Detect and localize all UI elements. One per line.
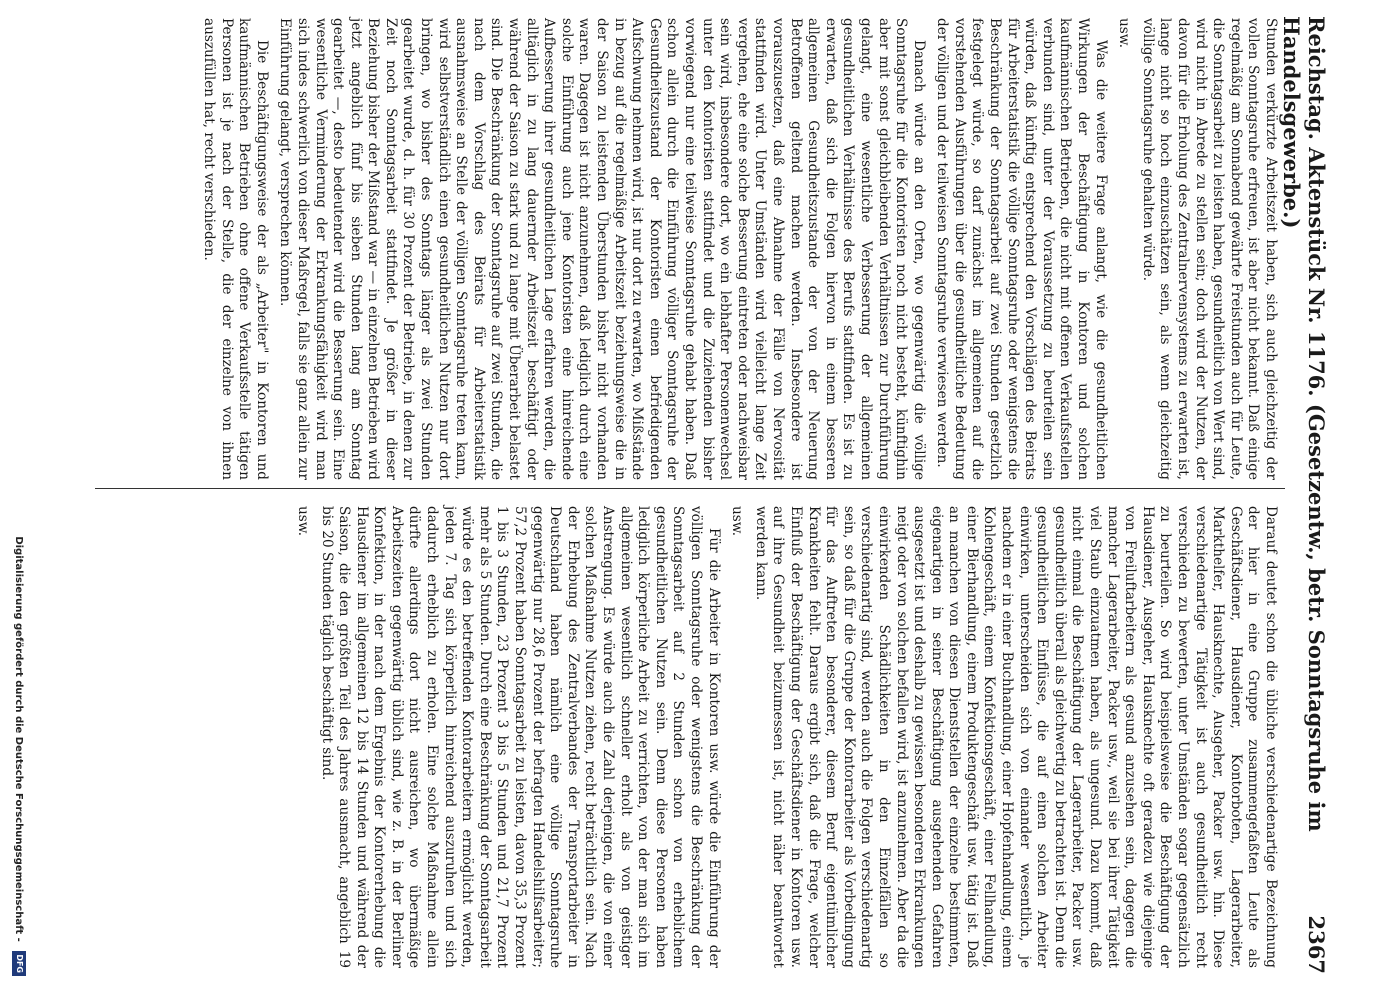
paragraph: Was die weitere Frage anlangt, wie die gesundheitlichen Wirkungen der Beschäftigung in Kontoren und solchen kaufmännischen Betrieben, die nicht mit offenen Verkaufsstellen verbunden sind, unter der Voraussetzung zu beurteilen sein würden, daß künftig entsprechend den Vorschlägen des Beirats für Arbeiterstatistik die völlige Sonntagsruhe oder wenigstens die Beschränkung der Sonntagsarbeit auf zwei Stunden gesetzlich festgelegt würde, so darf zunächst im allgemeinen auf die vorstehenden Ausführungen über die gesundheitliche Bedeutung der völligen und der teilweisen Sonntagsruhe verwiesen werden. <box>934 18 1109 480</box>
running-title: Reichstag. Aktenstück Nr. 1176. (Gesetzentw., betr. Sonntagsruhe im Handelsgewerbe.) <box>1279 16 1329 832</box>
left-column <box>193 18 1279 480</box>
paragraph: Danach würde an den Orten, wo gegenwärtig die völlige Sonntagsruhe für die Kontoristen noch nicht besteht, künftighin aber mit sonst gleichbleibenden Verhältnissen zur Durchführung gelangt, eine wesentliche Verbesserung der allgemeinen gesundheitlichen Verhältnisse des Berufs stattfinden. Es ist zu erwarten, daß sich die Folgen hiervon in einem besseren allgemeinen Gesundheitszustande der von der Neuerung Betroffenen geltend machen werden. Insbesondere ist vorauszusetzen, daß eine Abnahme der Fälle von Nervosität stattfinden wird. Unter Umständen wird vielleicht lange Zeit vergehen, ehe eine solche Besserung eintreten oder nachweisbar sein wird, insbesondere dort, wo ein lebhafter Personenwechsel unter den Kontoristen stattfindet und die Zuziehenden bisher vorwiegend nur eine teilweise Sonntagsruhe gehabt haben. Daß schon allein durch die Einführung völliger Sonntagsruhe der Gesundheitszustand der Kontoristen einen befriedigenden Aufschwung nehmen wird, ist nur dort zu erwarten, wo Mißstände in bezug auf die regelmäßige Arbeitszeit beziehungsweise die in der Saison zu leistenden Überstunden bisher nicht vorhanden waren. Dagegen ist nicht anzunehmen, daß lediglich durch eine solche Einführung auch jene Kontoristen eine hinreichende Aufbesserung ihrer gesundheitlichen Lage erfahren werden, die alltäglich in zu lang dauernder Arbeitszeit beschäftigt oder während der Saison zu stark und zu lange mit Überarbeit belastet sind. Die Beschränkung der Sonntagsruhe auf zwei Stunden, die nach dem Vorschlag des Beirats für Arbeiterstatistik ausnahmsweise an Stelle der völligen Sonntagsruhe treten kann, wird selbstverständlich einen gesundheitlichen Nutzen nur dort bringen, wo bisher des Sonntags länger als zwei Stunden gearbeitet wurde, d. h. für 30 Prozent der Betriebe, in denen zur Zeit noch Sonntagsarbeit stattfindet. Je größer in dieser Beziehung bisher der Mißstand war — in einzelnen Betrieben wird jetzt angeblich fünf bis sieben Stunden lang am Sonntag gearbeitet —, desto bedeutender wird die Besserung sein. Eine wesentliche Verminderung der Erkrankungsfähigkeit wird man sich indes schwerlich von dieser Maßregel, falls sie ganz allein zur Einführung gelangt, versprechen können. <box>277 18 927 480</box>
paragraph: usw. <box>294 506 311 537</box>
paragraph: Stunden verkürzte Arbeitszeit haben, sich auch gleichzeitig der vollen Sonntagsruhe erfreuen, ist aber nicht bekannt. Daß einige regelmäßig am Sonnabend gewährte Freistunden auch für Leute, die Sonntagsarbeit zu leisten haben, gesundheitlich von Wert sind, wird nicht in Abrede zu stellen sein; doch wird der Nutzen, der davon für die Erholung des Zentralnervensystems zu erwarten ist, lange nicht so hoch einzuschätzen sein, als wenn gleichzeitig völlige Sonntagsruhe gehalten würde. <box>1139 18 1279 480</box>
digitization-credit <box>0 0 36 1000</box>
credit-text: Digitalisierung gefördert durch die Deutsche Forschungsgemeinschaft - <box>13 536 24 942</box>
paragraph: usw. <box>1116 18 1133 49</box>
right-column <box>287 506 1279 968</box>
paragraph: Die Beschäftigungsweise der als „Arbeiter" in Kontoren und kaufmännischen Betrieben ohne offene Verkaufsstelle tätigen Personen ist je nach der Stelle, die der einzelne von ihnen auszufüllen hat, recht verschieden. <box>200 18 270 480</box>
page-header <box>1279 16 1331 974</box>
paragraph: Für die Arbeiter in Kontoren usw. würde die Einführung der völligen Sonntagsruhe oder wenigstens die Beschränkung der Sonntagsarbeit auf 2 Stunden schon von erheblichem gesundheitlichen Nutzen sein. Denn diese Personen haben lediglich körperliche Arbeit zu verrichten, von der man sich im allgemeinen wesentlich schneller erholt als von geistiger Anstrengung. Es würde auch die Zahl derjenigen, die von einer solchen Maßnahme Nutzen ziehen, recht beträchtlich sein. Nach der Erhebung des Zentralverbandes der Transportarbeiter in Deutschland haben nämlich eine völlige Sonntagsruhe gegenwärtig nur 28,6 Prozent der befragten Handelshilfsarbeiter; 57,2 Prozent haben Sonntagsarbeit zu leisten, davon 35,3 Prozent 1 bis 3 Stunden, 23 Prozent 3 bis 5 Stunden und 21,7 Prozent mehr als 5 Stunden. Durch eine Beschränkung der Sonntagsarbeit würde es den betreffenden Kontorarbeitern ermöglicht werden, jeden 7. Tag sich körperlich hinreichend auszuruhen und sich dadurch erheblich zu erholen. Eine solche Maßnahme allein dürfte allerdings dort nicht ausreichen, wo übermäßige Arbeitszeiten gegenwärtig üblich sind, wie z. B. in der Berliner Konfektion, in der nach dem Ergebnis der Kontorerhebung die Hausdiener im allgemeinen 12 bis 14 Stunden und während der Saison, die den größten Teil des Jahres ausmacht, angeblich 19 bis 20 Stunden täglich beschäftigt sind. <box>318 506 722 968</box>
paragraph: Darauf deutet schon die übliche verschiedenartige Bezeichnung der hier in eine Gruppe zusammengefaßten Leute als Geschäftsdiener, Hausdiener, Kontorboten, Lagerarbeiter, Markthelfer, Hausknechte, Ausgeher, Packer usw. hin. Diese verschiedenartige Tätigkeit ist auch gesundheitlich recht verschieden zu bewerten, unter Umständen sogar gegensätzlich zu beurteilen. So wird beispielsweise die Beschäftigung der Hausdiener, Ausgeher, Hausknechte oft geradezu wie diejenige von Freiluftarbeitern als gesund anzusehen sein, dagegen die mancher Lagerarbeiter, Packer usw., weil sie bei ihrer Tätigkeit viel Staub einzuatmen haben, als ungesund. Dazu kommt, daß nicht einmal die Beschäftigung der Lagerarbeiter, Packer usw. gesundheitlich überall als gleichwertig zu betrachten ist. Denn die gesundheitlichen Einflüsse, die auf einen solchen Arbeiter einwirken, unterscheiden sich von einander wesentlich, je nachdem er in einer Buchhandlung, einer Hopfenhandlung, einem Kohlengeschäft, einem Konfektionsgeschäft, einer Fellhandlung, einer Bierhandlung, einem Produktengeschäft usw. tätig ist. Daß an manchen von diesen Dienststellen der einzelne bestimmten, eigenartigen in seiner Beschäftigung ausgehenden Gefahren ausgesetzt ist und deshalb zu gewissen besonderen Erkrankungen neigt oder von solchen befallen wird, ist anzunehmen. Aber da die einwirkenden Schädlichkeiten in den Einzelfällen so verschiedenartig sind, werden auch die Folgen verschiedenartig sein, so daß für die Gruppe der Kontorarbeiter als Vorbedingung für das Auftreten besonderer, diesem Beruf eigentümlicher Krankheiten fehlt. Daraus ergibt sich, daß die Frage, welcher Einfluß der Beschäftigung der Geschäftsdiener in Kontoren usw. auf ihre Gesundheit beizumessen ist, nicht näher beantwortet werden kann. <box>752 506 1279 968</box>
page-number: 2367 <box>1304 915 1329 974</box>
paragraph: usw. <box>729 506 746 537</box>
column-divider <box>95 488 1285 489</box>
dfg-logo: DFG <box>12 951 26 976</box>
